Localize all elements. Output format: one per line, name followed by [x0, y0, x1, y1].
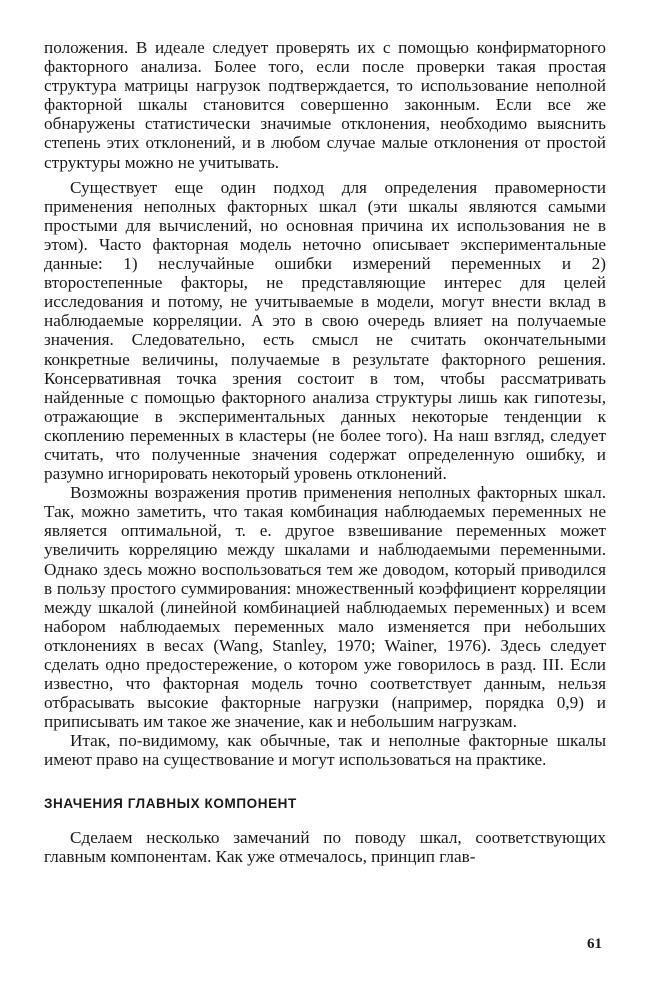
paragraph-principal-components: Сделаем несколько замечаний по поводу шкал, соответствующих главным компонентам. Как уже отмечалось, принцип глав- — [44, 827, 606, 866]
paragraph-conclusion: Итак, по-видимому, как обычные, так и неполные факторные шкалы имеют право на существование и могут использоваться на практике. — [44, 731, 606, 770]
page-number: 61 — [587, 936, 602, 952]
section-heading: ЗНАЧЕНИЯ ГЛАВНЫХ КОМПОНЕНТ — [44, 795, 297, 811]
paragraph-continuation: положения. В идеале следует проверять их с помощью конфирматорного факторного анализа. Более того, если после проверки такая простая структура матрицы нагрузок подтверждается, то использование неполной факторной шкалы становится совершенно законным. Если все же обнаружены статистически значимые отклонения, необходимо выяснить степень этих отклонений, и в любом случае малые отклонения от простой структуры можно не учитывать. — [44, 38, 606, 172]
paragraph-objections: Возможны возражения против применения неполных факторных шкал. Так, можно заметить, что такая комбинация наблюдаемых переменных не является оптимальной, т. е. другое взвешивание переменных может увеличить корреляцию между шкалами и наблюдаемыми переменными. Однако здесь можно воспользоваться тем же доводом, который приводился в пользу простого суммирования: множественный коэффициент корреляции между шкалой (линейной комбинацией наблюдаемых переменных) и всем набором наблюдаемых переменных мало изменяется при небольших отклонениях в весах (Wang, Stanley, 1970; Wainer, 1976). Здесь следует сделать одно предостережение, о котором уже говорилось в разд. III. Если известно, что факторная модель точно соответствует данным, нельзя отбрасывать высокие факторные нагрузки (например, порядка 0,9) и приписывать им такое же значение, как и небольшим нагрузкам. — [44, 483, 606, 732]
page-body — [44, 38, 606, 866]
paragraph-approach: Существует еще один подход для определения правомерности применения неполных факторных шкал (эти шкалы являются самыми простыми для вычислений, но основная причина их использования не в этом). Часто факторная модель неточно описывает экспериментальные данные: 1) неслучайные ошибки измерений переменных и 2) второстепенные факторы, не представляющие интерес для целей исследования и потому, не учитываемые в модели, могут внести вклад в наблюдаемые корреляции. А это в свою очередь влияет на получаемые значения. Следовательно, есть смысл не считать окончательными конкретные величины, получаемые в результате факторного решения. Консервативная точка зрения состоит в том, чтобы рассматривать найденные с помощью факторного анализа структуры лишь как гипотезы, отражающие в экспериментальных данных некоторые тенденции к скоплению переменных в кластеры (не более того). На наш взгляд, следует считать, что полученные значения содержат определенную ошибку, и разумно игнорировать некоторый уровень отклонений. — [44, 177, 606, 484]
